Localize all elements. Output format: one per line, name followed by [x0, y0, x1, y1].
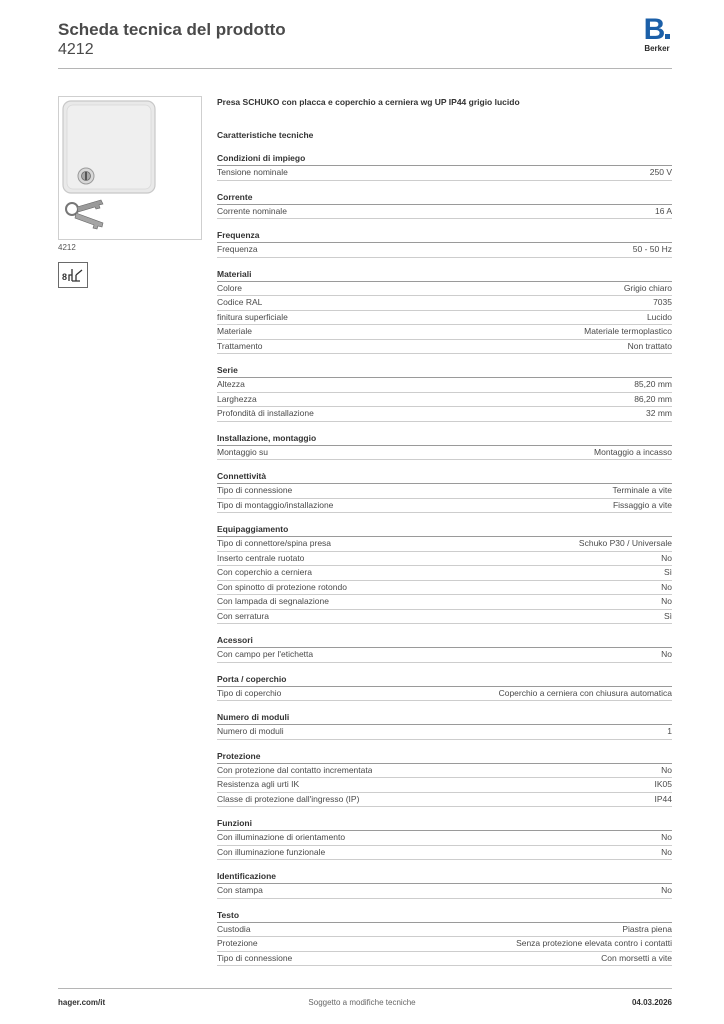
spec-label: Tipo di connessione: [217, 952, 293, 963]
section-heading: Acessori: [217, 634, 672, 648]
logo-text: Berker: [644, 44, 670, 53]
spec-label: Tipo di montaggio/installazione: [217, 499, 334, 510]
section-heading: Equipaggiamento: [217, 523, 672, 537]
section-heading: Funzioni: [217, 817, 672, 831]
spec-label: Trattamento: [217, 340, 263, 351]
spec-section: [217, 364, 672, 422]
spec-label: Tensione nominale: [217, 167, 288, 177]
spec-section: [217, 523, 672, 624]
product-image: [58, 96, 202, 240]
spec-label: Con illuminazione di orientamento: [217, 832, 346, 842]
spec-value: 32 mm: [646, 408, 672, 418]
section-heading: Serie: [217, 364, 672, 378]
footer-disclaimer: Soggetto a modifiche tecniche: [308, 998, 416, 1007]
logo-letter: B: [643, 13, 665, 46]
spec-label: Altezza: [217, 379, 245, 389]
spec-label: Profondità di installazione: [217, 408, 314, 418]
spec-row: [217, 484, 672, 499]
spec-row: [217, 446, 672, 461]
spec-value: IK05: [654, 779, 672, 789]
spec-row: [217, 923, 672, 938]
berker-logo: [640, 13, 674, 53]
spec-value: No: [661, 846, 672, 857]
spec-section: [217, 817, 672, 860]
spec-row: [217, 340, 672, 355]
spec-value: IP44: [654, 793, 672, 804]
section-heading: Corrente: [217, 191, 672, 205]
spec-row: [217, 687, 672, 702]
spec-label: Codice RAL: [217, 297, 263, 307]
spec-row: [217, 537, 672, 552]
spec-value: 50 - 50 Hz: [632, 244, 672, 254]
spec-row: [217, 610, 672, 625]
spec-value: 16 A: [654, 205, 672, 216]
spec-value: No: [661, 581, 672, 592]
spec-row: [217, 499, 672, 514]
spec-section: [217, 229, 672, 258]
section-heading: Condizioni di impiego: [217, 152, 672, 166]
spec-row: [217, 846, 672, 861]
spec-label: Con stampa: [217, 885, 263, 895]
spec-value: 7035: [653, 297, 672, 307]
spec-row: [217, 595, 672, 610]
spec-label: Con coperchio a cerniera: [217, 567, 312, 577]
product-code-label: 4212: [58, 243, 76, 252]
spec-value: Terminale a vite: [612, 485, 672, 495]
section-heading: Numero di moduli: [217, 711, 672, 725]
spec-value: Non trattato: [627, 340, 672, 351]
spec-label: Tipo di connessione: [217, 485, 293, 495]
spec-section: [217, 432, 672, 461]
section-heading: Connettività: [217, 470, 672, 484]
section-heading: Protezione: [217, 750, 672, 764]
product-number: 4212: [58, 41, 94, 58]
spec-row: [217, 243, 672, 258]
spec-row: [217, 884, 672, 899]
spec-value: No: [661, 764, 672, 775]
spec-value: Coperchio a cerniera con chiusura automatica: [498, 687, 672, 698]
ip44-symbol-icon: [58, 262, 88, 288]
product-title: Presa SCHUKO con placca e coperchio a cerniera wg UP IP44 grigio lucido: [217, 97, 520, 107]
header-divider: [58, 68, 672, 69]
spec-row: [217, 778, 672, 793]
spec-row: [217, 581, 672, 596]
spec-label: Con spinotto di protezione rotondo: [217, 581, 347, 592]
page-title: Scheda tecnica del prodotto: [58, 20, 286, 39]
spec-value: No: [661, 832, 672, 842]
socket-with-keys-image: [59, 97, 201, 239]
spec-value: Lucido: [646, 311, 672, 322]
spec-sections: [217, 152, 672, 966]
spec-row: [217, 166, 672, 181]
spec-label: Con illuminazione funzionale: [217, 846, 326, 857]
spec-row: [217, 407, 672, 422]
footer-website: hager.com/it: [58, 998, 106, 1007]
spec-value: 85,20 mm: [634, 379, 672, 389]
section-heading: Identificazione: [217, 870, 672, 884]
spec-value: 1: [667, 726, 672, 736]
spec-label: Tipo di coperchio: [217, 687, 282, 698]
spec-label: Custodia: [217, 923, 251, 934]
spec-value: Piastra piena: [622, 923, 672, 934]
characteristics-title: Caratteristiche tecniche: [217, 130, 314, 140]
spec-section: [217, 711, 672, 740]
section-heading: Testo: [217, 909, 672, 923]
spec-row: [217, 393, 672, 408]
spec-row: [217, 764, 672, 779]
spec-value: No: [661, 596, 672, 606]
spec-value: Montaggio a incasso: [594, 446, 672, 457]
spec-row: [217, 648, 672, 663]
spec-section: [217, 152, 672, 181]
spec-row: [217, 831, 672, 846]
symbol-number: 8: [62, 272, 68, 282]
spec-label: Corrente nominale: [217, 205, 287, 216]
spec-value: No: [661, 649, 672, 659]
spec-label: Montaggio su: [217, 446, 269, 457]
spec-row: [217, 325, 672, 340]
section-heading: Installazione, montaggio: [217, 432, 672, 446]
spec-row: [217, 725, 672, 740]
spec-row: [217, 311, 672, 326]
spec-label: Classe di protezione dall'ingresso (IP): [217, 793, 360, 804]
spec-section: [217, 191, 672, 220]
spec-section: [217, 750, 672, 808]
spec-value: Sì: [663, 567, 672, 577]
spec-value: Sì: [663, 610, 672, 621]
spec-row: [217, 952, 672, 967]
spec-value: No: [661, 885, 672, 895]
spec-section: [217, 634, 672, 663]
spec-value: Materiale termoplastico: [584, 326, 672, 336]
spec-label: Inserto centrale ruotato: [217, 552, 305, 563]
spec-value: Senza protezione elevata contro i contatti: [516, 938, 672, 948]
spec-section: [217, 470, 672, 513]
page-header: [58, 20, 286, 59]
spec-label: Larghezza: [217, 393, 257, 404]
section-heading: Frequenza: [217, 229, 672, 243]
spec-label: Con lampada di segnalazione: [217, 596, 329, 606]
spec-row: [217, 205, 672, 220]
spec-row: [217, 793, 672, 808]
spec-section: [217, 268, 672, 355]
spec-value: 86,20 mm: [634, 393, 672, 404]
spec-sheet: [217, 96, 672, 976]
section-heading: Porta / coperchio: [217, 673, 672, 687]
spec-label: Colore: [217, 282, 243, 293]
spec-row: [217, 378, 672, 393]
spec-label: Con campo per l'etichetta: [217, 649, 314, 659]
spec-value: No: [661, 552, 672, 563]
spec-label: Frequenza: [217, 244, 258, 254]
spec-label: finitura superficiale: [217, 311, 288, 322]
spec-label: Materiale: [217, 326, 252, 336]
spec-label: Con protezione dal contatto incrementata: [217, 764, 373, 775]
spec-row: [217, 552, 672, 567]
spec-row: [217, 937, 672, 952]
spec-section: [217, 909, 672, 967]
spec-value: Fissaggio a vite: [612, 499, 672, 510]
footer-divider: [58, 988, 672, 989]
spec-value: 250 V: [649, 167, 672, 177]
spec-label: Con serratura: [217, 610, 269, 621]
spec-label: Tipo di connettore/spina presa: [217, 538, 332, 548]
spec-value: Schuko P30 / Universale: [578, 538, 672, 548]
section-heading: Materiali: [217, 268, 672, 282]
footer-date: 04.03.2026: [631, 998, 672, 1007]
spec-row: [217, 282, 672, 297]
spec-value: Grigio chiaro: [623, 282, 672, 293]
spec-label: Numero di moduli: [217, 726, 284, 736]
spec-row: [217, 296, 672, 311]
spec-label: Resistenza agli urti IK: [217, 779, 300, 789]
spec-section: [217, 673, 672, 702]
spec-label: Protezione: [217, 938, 258, 948]
logo-dot: [665, 34, 670, 39]
spec-value: Con morsetti a vite: [601, 952, 672, 963]
spec-section: [217, 870, 672, 899]
spec-row: [217, 566, 672, 581]
